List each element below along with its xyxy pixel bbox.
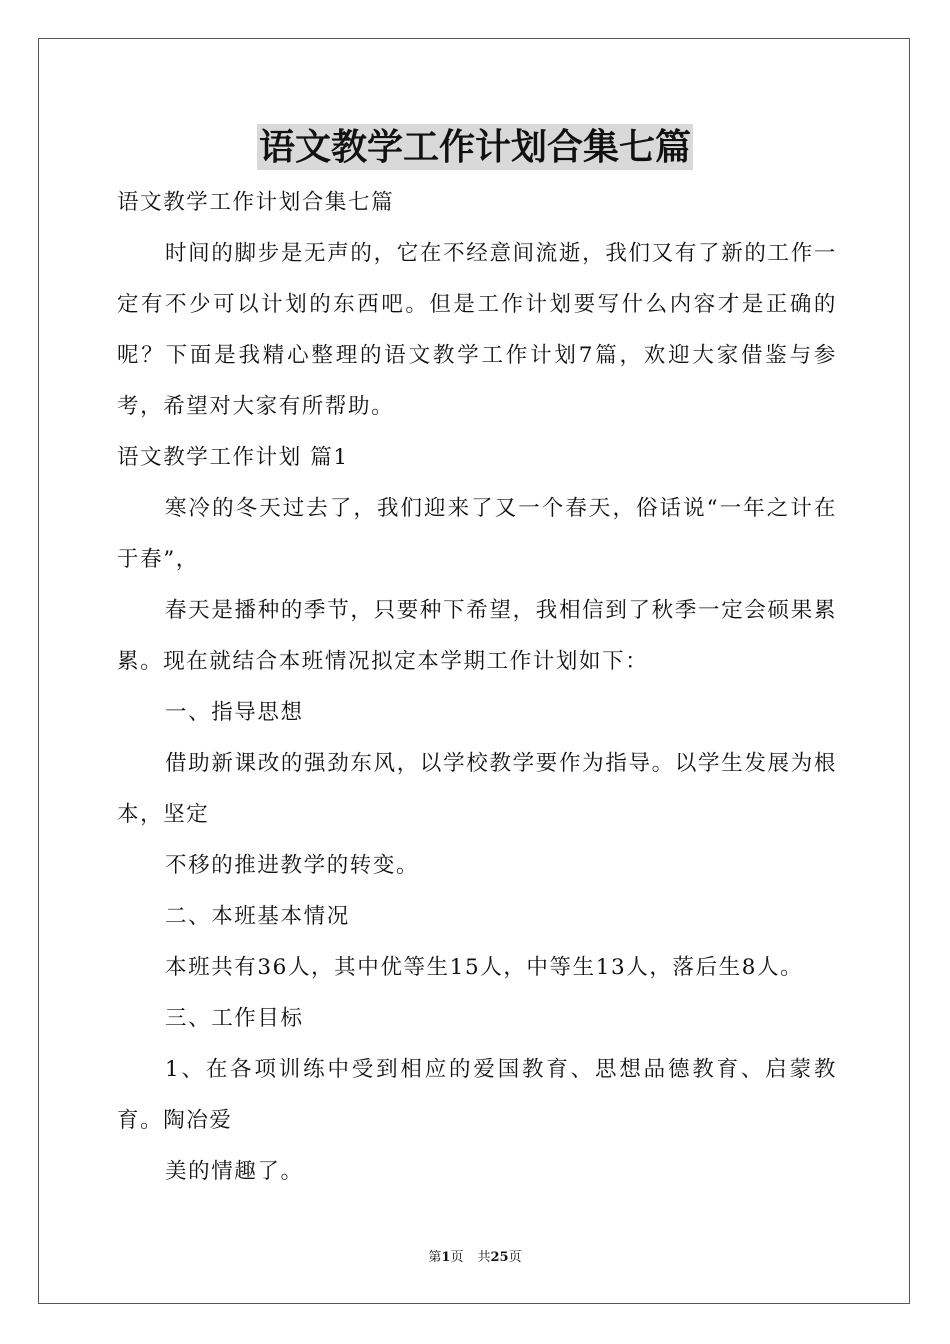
page-suffix: 页	[450, 1250, 464, 1265]
paragraph: 语文教学工作计划 篇1	[117, 445, 349, 470]
paragraph: 春天是播种的季节，只要种下希望，我相信到了秋季一定会硕果累累。现在就结合本班情况拟定本学期工作计划如下：	[117, 598, 837, 674]
paragraph: 本班共有36人，其中优等生15人，中等生13人，落后生8人。	[165, 955, 804, 980]
page-footer	[0, 1246, 950, 1265]
paragraph: 不移的推进教学的转变。	[165, 853, 420, 878]
total-suffix: 页	[508, 1250, 522, 1265]
paragraph: 借助新课改的强劲东风，以学校教学要作为指导。以学生发展为根本，坚定	[117, 751, 837, 827]
document-body	[117, 177, 837, 1197]
current-page-number: 1	[441, 1250, 451, 1265]
total-prefix: 共	[477, 1250, 491, 1265]
total-page-number: 25	[490, 1250, 509, 1265]
document-title: 语文教学工作计划合集七篇	[258, 126, 691, 168]
paragraph: 1、在各项训练中受到相应的爱国教育、思想品德教育、启蒙教育。陶冶爱	[117, 1057, 837, 1133]
paragraph: 二、本班基本情况	[165, 904, 350, 929]
paragraph: 三、工作目标	[165, 1006, 304, 1031]
paragraph: 寒冷的冬天过去了，我们迎来了又一个春天，俗话说“一年之计在于春”，	[117, 496, 837, 572]
paragraph: 时间的脚步是无声的，它在不经意间流逝，我们又有了新的工作一定有不少可以计划的东西吧。但是工作计划要写什么内容才是正确的呢？下面是我精心整理的语文教学工作计划7篇，欢迎大家借鉴与参考，希望对大家有所帮助。	[117, 241, 837, 419]
paragraph: 美的情趣了。	[165, 1159, 304, 1184]
paragraph: 一、指导思想	[165, 700, 304, 725]
title-container	[0, 124, 950, 170]
paragraph: 语文教学工作计划合集七篇	[117, 190, 395, 215]
page-prefix: 第	[428, 1250, 442, 1265]
